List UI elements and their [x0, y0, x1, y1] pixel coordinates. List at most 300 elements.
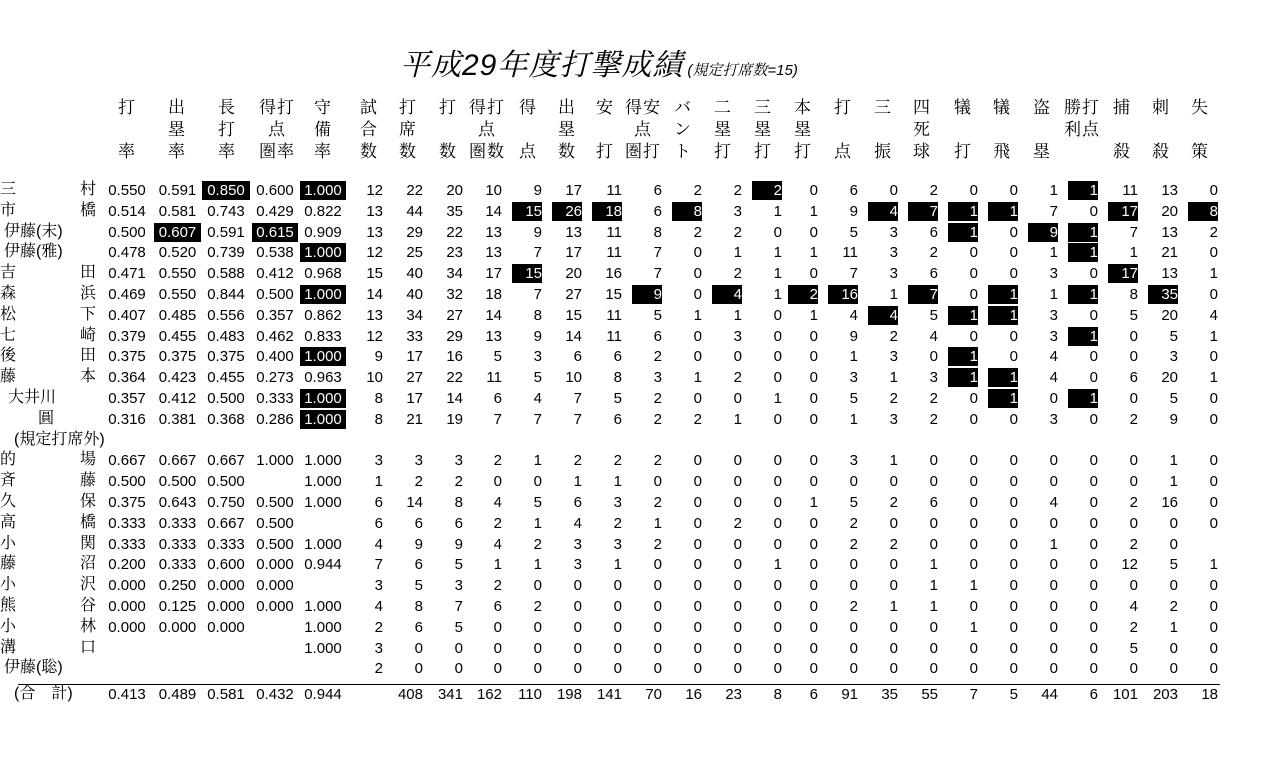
stat-cell: 1: [988, 202, 1018, 221]
stat-cell: 1: [948, 368, 978, 387]
stat-cell: 34: [446, 265, 463, 283]
stat-cell: 0: [1049, 639, 1058, 657]
stat-cell: 2: [374, 618, 383, 636]
stat-cell: 4: [374, 535, 383, 553]
stat-cell: 25: [406, 244, 423, 262]
total-cell: 0.944: [304, 686, 342, 704]
stat-cell: 15: [512, 264, 542, 283]
stat-cell: 21: [406, 410, 423, 428]
stat-cell: 16: [828, 285, 858, 304]
stat-cell: 1: [809, 306, 818, 324]
stat-cell: 22: [406, 182, 423, 199]
stat-cell: 2: [752, 181, 782, 200]
stat-cell: 0: [849, 577, 858, 595]
stat-cell: 2: [1129, 494, 1138, 511]
stat-cell: 0: [1129, 473, 1138, 491]
total-cell: 18: [1201, 686, 1218, 704]
stat-cell: 1: [533, 514, 542, 532]
stat-cell: 1: [948, 223, 978, 242]
column-header-1: 出 塁 率: [168, 98, 186, 161]
stat-cell: 0.333: [158, 514, 197, 532]
stat-cell: 11: [842, 244, 858, 262]
stat-cell: 0.550: [108, 182, 146, 199]
stat-cell: 0: [1049, 556, 1058, 574]
player-name-last: 橋: [80, 201, 97, 219]
stat-cell: 0.000: [108, 577, 146, 595]
stat-cell: 0: [969, 390, 978, 407]
stat-cell: 0.667: [207, 452, 245, 470]
stat-cell: 0: [1209, 577, 1218, 595]
stat-cell: 1: [889, 369, 898, 387]
stat-cell: 0: [809, 223, 818, 241]
stat-cell: 5: [1129, 639, 1138, 657]
stat-cell: 2: [929, 182, 938, 199]
stat-cell: 35: [1148, 285, 1178, 304]
stat-cell: 0: [613, 660, 622, 678]
stat-cell: 2: [1129, 535, 1138, 553]
stat-cell: 1: [1209, 265, 1218, 283]
stat-cell: 0.333: [256, 390, 294, 407]
stat-cell: 0: [889, 639, 898, 657]
stat-cell: 1.000: [304, 473, 342, 491]
stat-cell: 2: [1169, 598, 1178, 615]
stat-cell: 2: [454, 473, 463, 491]
stat-cell: 0: [693, 660, 702, 678]
stat-cell: 40: [406, 265, 423, 283]
stat-cell: 0: [1129, 348, 1138, 366]
stat-cell: 2: [613, 514, 622, 532]
stat-cell: 0.550: [158, 286, 197, 303]
stat-cell: 10: [366, 369, 383, 387]
stat-cell: 13: [1161, 223, 1178, 241]
stat-cell: 9: [1028, 223, 1058, 242]
player-name-first: 斉: [0, 472, 17, 490]
stat-cell: 0: [1089, 660, 1098, 678]
stat-cell: 2: [733, 514, 742, 532]
stat-cell: 21: [1161, 244, 1178, 262]
stat-cell: 2: [693, 223, 702, 241]
stat-cell: 2: [1129, 410, 1138, 428]
stat-cell: 0: [493, 660, 502, 678]
stat-cell: 1.000: [304, 535, 342, 553]
stat-cell: 6: [493, 598, 502, 615]
stat-cell: 0: [1049, 452, 1058, 470]
stat-cell: 0.615: [252, 223, 298, 242]
stat-cell: 0: [809, 577, 818, 595]
stat-cell: 4: [1049, 369, 1058, 387]
stat-cell: 11: [606, 327, 622, 345]
stat-cell: 22: [446, 223, 463, 241]
player-row: [0, 326, 1280, 347]
player-row: [0, 284, 1280, 305]
stat-cell: 11: [1122, 182, 1138, 199]
column-header-3: 得打 点 圏率: [259, 98, 295, 161]
stat-cell: 6: [653, 327, 662, 345]
player-row: [0, 471, 1280, 492]
stat-cell: 0.643: [158, 494, 197, 511]
stat-cell: 6: [1129, 369, 1138, 387]
stat-cell: 29: [406, 223, 423, 241]
stat-cell: 2: [1209, 223, 1218, 241]
stat-cell: 3: [613, 535, 622, 553]
stat-cell: 0: [773, 327, 782, 345]
stat-cell: 1: [1169, 452, 1178, 470]
total-cell: 8: [773, 686, 782, 704]
stat-cell: 1: [613, 556, 622, 574]
stat-cell: 0.316: [108, 410, 146, 428]
stat-cell: 3: [889, 348, 898, 366]
stat-cell: 5: [493, 348, 502, 366]
stat-cell: 0: [1089, 348, 1098, 366]
stat-cell: 4: [573, 514, 582, 532]
stat-cell: 5: [414, 577, 423, 595]
stat-cell: 0: [533, 473, 542, 491]
stat-cell: 11: [606, 306, 622, 324]
stat-cell: 0: [1089, 265, 1098, 283]
stat-cell: 1: [1129, 244, 1138, 262]
stat-cell: 10: [565, 369, 582, 387]
stat-cell: 0.862: [304, 306, 342, 324]
stat-cell: 0: [929, 618, 938, 636]
player-row: [0, 346, 1280, 367]
stat-cell: 1: [613, 473, 622, 491]
stat-cell: 0: [693, 494, 702, 511]
column-header-row: [0, 97, 1280, 161]
stat-cell: 0: [733, 452, 742, 470]
stat-cell: 9: [533, 223, 542, 241]
stat-cell: 0.357: [256, 306, 294, 324]
player-row: [0, 367, 1280, 388]
stat-cell: 27: [406, 369, 423, 387]
stat-cell: 6: [454, 514, 463, 532]
stat-cell: 0: [1089, 473, 1098, 491]
stat-cell: 1: [733, 306, 742, 324]
stat-cell: 3: [733, 202, 742, 220]
stat-cell: 3: [889, 410, 898, 428]
stat-cell: 0: [809, 618, 818, 636]
player-row: [0, 180, 1280, 201]
stat-cell: 0.375: [158, 348, 197, 366]
stat-cell: 2: [889, 390, 898, 407]
stat-cell: 12: [1121, 556, 1138, 574]
stat-cell: 4: [374, 598, 383, 615]
stat-cell: 0: [1129, 327, 1138, 345]
stat-cell: 0: [653, 577, 662, 595]
stat-cell: 0: [1089, 306, 1098, 324]
stat-cell: 1: [1209, 369, 1218, 387]
stat-cell: 0: [1089, 494, 1098, 511]
stat-cell: 0: [809, 660, 818, 678]
stat-cell: 0: [1009, 660, 1018, 678]
player-name-first: 吉: [0, 264, 17, 282]
stat-cell: 0: [693, 327, 702, 345]
total-cell: 35: [881, 686, 898, 704]
stat-cell: 0: [1009, 473, 1018, 491]
stat-cell: 6: [849, 182, 858, 199]
stat-cell: 1: [653, 514, 662, 532]
stat-cell: 0.469: [108, 286, 146, 303]
stat-cell: 0: [1089, 639, 1098, 657]
stat-cell: 0: [1209, 286, 1218, 303]
stat-cell: 0: [693, 452, 702, 470]
stat-cell: 0: [1089, 514, 1098, 532]
stat-cell: 0: [929, 473, 938, 491]
stat-cell: 9: [374, 348, 383, 366]
stat-cell: 4: [712, 285, 742, 304]
player-name-first: 後: [0, 347, 17, 365]
stat-cell: 1: [889, 452, 898, 470]
player-row: [0, 596, 1280, 617]
player-name-last: 村: [80, 181, 97, 198]
stat-cell: 5: [849, 494, 858, 511]
total-cell: 6: [1089, 686, 1098, 704]
stat-cell: 0.000: [256, 556, 294, 574]
stat-cell: 6: [929, 265, 938, 283]
stat-cell: 0.588: [207, 265, 245, 283]
stat-cell: 6: [613, 410, 622, 428]
stat-cell: 0.556: [207, 306, 245, 324]
column-header-26: 失 策: [1191, 98, 1209, 161]
stat-cell: 6: [374, 514, 383, 532]
stat-cell: 20: [1161, 306, 1178, 324]
stat-cell: 0: [414, 660, 423, 678]
stat-cell: 0.500: [256, 535, 294, 553]
stat-cell: 3: [374, 452, 383, 470]
stat-cell: 0.500: [207, 473, 245, 491]
stat-cell: 6: [573, 348, 582, 366]
stat-cell: 0.368: [207, 410, 245, 428]
stat-cell: 0: [889, 514, 898, 532]
column-header-18: 三 振: [874, 98, 892, 161]
stat-cell: 0: [1009, 265, 1018, 283]
stat-cell: 0: [653, 556, 662, 574]
stat-cell: 0: [693, 618, 702, 636]
stat-cell: 0.591: [207, 223, 245, 241]
stat-cell: 9: [414, 535, 423, 553]
stat-cell: 16: [446, 348, 463, 366]
stat-cell: 0: [809, 410, 818, 428]
stat-cell: 0: [773, 639, 782, 657]
stat-cell: 1: [693, 306, 702, 324]
stat-cell: 0: [733, 390, 742, 407]
stat-cell: 0: [733, 660, 742, 678]
stat-cell: 0: [693, 390, 702, 407]
stat-cell: 32: [446, 286, 463, 303]
stat-cell: 29: [446, 327, 463, 345]
stat-cell: 12: [366, 327, 383, 345]
stat-cell: 0: [1009, 598, 1018, 615]
stat-cell: 1: [1209, 327, 1218, 345]
player-name-last: 沢: [80, 576, 97, 594]
stat-cell: 4: [533, 390, 542, 407]
player-name-last: 崎: [80, 326, 97, 344]
stat-cell: 14: [446, 390, 463, 407]
stat-cell: 9: [632, 285, 662, 304]
player-name-first: 松: [0, 305, 17, 323]
stat-cell: 0: [929, 348, 938, 366]
stat-cell: 44: [406, 202, 423, 220]
stat-cell: 1: [1068, 181, 1098, 200]
stat-cell: 3: [889, 223, 898, 241]
stat-cell: 13: [485, 327, 502, 345]
stat-cell: 5: [1169, 556, 1178, 574]
stat-cell: 0: [1049, 390, 1058, 407]
player-name-last: 本: [80, 368, 97, 386]
stat-cell: 0: [969, 514, 978, 532]
column-header-11: 安 打: [596, 98, 614, 161]
stat-cell: 0.200: [108, 556, 146, 574]
stat-cell: 17: [406, 348, 423, 366]
stat-cell: 2: [613, 452, 622, 470]
stat-cell: 0: [1009, 244, 1018, 262]
stat-cell: 13: [366, 202, 383, 220]
stat-cell: 1: [889, 286, 898, 303]
stat-cell: 2: [653, 410, 662, 428]
player-name-full: 伊藤(末): [4, 222, 63, 240]
stat-cell: 11: [606, 223, 622, 241]
stat-cell: 0: [1209, 244, 1218, 262]
stat-cell: 8: [1188, 202, 1218, 221]
stat-cell: 0: [773, 348, 782, 366]
stat-cell: 3: [374, 577, 383, 595]
column-header-19: 四 死 球: [913, 98, 931, 161]
stat-cell: 0: [773, 473, 782, 491]
player-name-first: 七: [0, 326, 17, 344]
section-label: (規定打席外): [14, 430, 105, 448]
stat-cell: 0: [889, 182, 898, 199]
total-cell: 7: [969, 686, 978, 704]
subtitle: (規定打席数=15): [687, 62, 798, 79]
stat-cell: 7: [533, 410, 542, 428]
player-name-last: 橋: [80, 513, 97, 531]
stat-cell: 19: [446, 410, 463, 428]
stat-cell: 0: [454, 639, 463, 657]
stat-cell: 0: [1089, 369, 1098, 387]
stat-cell: 1: [1049, 182, 1058, 199]
stat-cell: 0.125: [158, 598, 197, 615]
player-name-first: 溝: [0, 638, 17, 656]
stat-cell: 17: [406, 390, 423, 407]
stat-cell: 1: [773, 202, 782, 220]
stat-cell: 2: [849, 598, 858, 615]
stat-cell: 0.600: [256, 182, 294, 199]
stat-cell: 3: [733, 327, 742, 345]
stat-cell: 0: [1169, 577, 1178, 595]
stat-cell: 1: [849, 410, 858, 428]
title-text: 平成29年度打撃成績: [400, 49, 684, 82]
column-header-4: 守 備 率: [314, 98, 332, 161]
stat-cell: 0: [1049, 660, 1058, 678]
stat-cell: 7: [493, 410, 502, 428]
stat-cell: 4: [929, 327, 938, 345]
stat-cell: 7: [573, 390, 582, 407]
stat-cell: 2: [493, 452, 502, 470]
player-row: [0, 513, 1280, 534]
stat-cell: 0: [1089, 618, 1098, 636]
stat-cell: 0: [969, 452, 978, 470]
total-cell: 55: [921, 686, 938, 704]
column-header-23: 勝打 利点: [1064, 98, 1100, 139]
stat-cell: 7: [653, 265, 662, 283]
stat-cell: 0.844: [207, 286, 245, 303]
stat-cell: 1: [773, 286, 782, 303]
stat-cell: 0: [1209, 660, 1218, 678]
player-row: [0, 242, 1280, 263]
stat-cell: 1: [929, 556, 938, 574]
stat-cell: 0: [613, 618, 622, 636]
stat-cell: 0.500: [256, 286, 294, 303]
stat-cell: 5: [613, 390, 622, 407]
stat-cell: 0.600: [207, 556, 245, 574]
stat-cell: 0: [1209, 410, 1218, 428]
stat-cell: 5: [533, 369, 542, 387]
total-cell: 110: [518, 686, 542, 704]
stat-cell: 1: [948, 306, 978, 325]
stat-cell: 3: [653, 369, 662, 387]
player-row: [0, 305, 1280, 326]
player-name-last: 田: [80, 347, 97, 365]
stat-cell: 0: [773, 660, 782, 678]
stat-cell: 1: [988, 389, 1018, 408]
stat-cell: 0: [1089, 202, 1098, 220]
player-name-last: 保: [80, 493, 97, 510]
stat-cell: 0: [969, 473, 978, 491]
stat-cell: 10: [485, 182, 502, 199]
stat-cell: 4: [1129, 598, 1138, 615]
stat-cell: 5: [849, 223, 858, 241]
stat-cell: 0: [733, 473, 742, 491]
stat-cell: 1: [773, 390, 782, 407]
stat-cell: 0: [693, 514, 702, 532]
stat-cell: 0: [1009, 410, 1018, 428]
stat-cell: 0: [1209, 348, 1218, 366]
stat-cell: 6: [573, 494, 582, 511]
stat-cell: 2: [653, 452, 662, 470]
stat-cell: 18: [485, 286, 502, 303]
stat-cell: 20: [446, 182, 463, 199]
player-row: [0, 222, 1280, 243]
stat-cell: 1: [693, 369, 702, 387]
stat-cell: 0: [1049, 514, 1058, 532]
stat-cell: 9: [533, 182, 542, 199]
stat-cell: 0.850: [202, 181, 250, 200]
player-row: [0, 201, 1280, 222]
stat-cell: 0: [1089, 577, 1098, 595]
stat-cell: 5: [849, 390, 858, 407]
total-cell: 6: [809, 686, 818, 704]
total-cell: 203: [1152, 686, 1178, 704]
stat-cell: 0.581: [158, 202, 197, 220]
stat-cell: 3: [573, 556, 582, 574]
stat-cell: 0: [693, 286, 702, 303]
stat-cell: 0.407: [108, 306, 146, 324]
stat-cell: 2: [733, 223, 742, 241]
column-header-7: 打 数: [439, 98, 457, 161]
total-cell: 162: [476, 686, 502, 704]
stat-cell: 0.500: [108, 223, 146, 241]
stat-cell: 0: [1009, 182, 1018, 199]
stat-cell: 1: [988, 368, 1018, 387]
stat-cell: 0: [1209, 598, 1218, 615]
stat-cell: 0.400: [256, 348, 294, 366]
stat-cell: 0: [809, 598, 818, 615]
stat-cell: 0.333: [207, 535, 245, 553]
stat-cell: 0: [969, 556, 978, 574]
stat-cell: 3: [454, 577, 463, 595]
stat-cell: 1: [969, 577, 978, 595]
stat-cell: 2: [573, 452, 582, 470]
stat-cell: 1: [809, 244, 818, 262]
